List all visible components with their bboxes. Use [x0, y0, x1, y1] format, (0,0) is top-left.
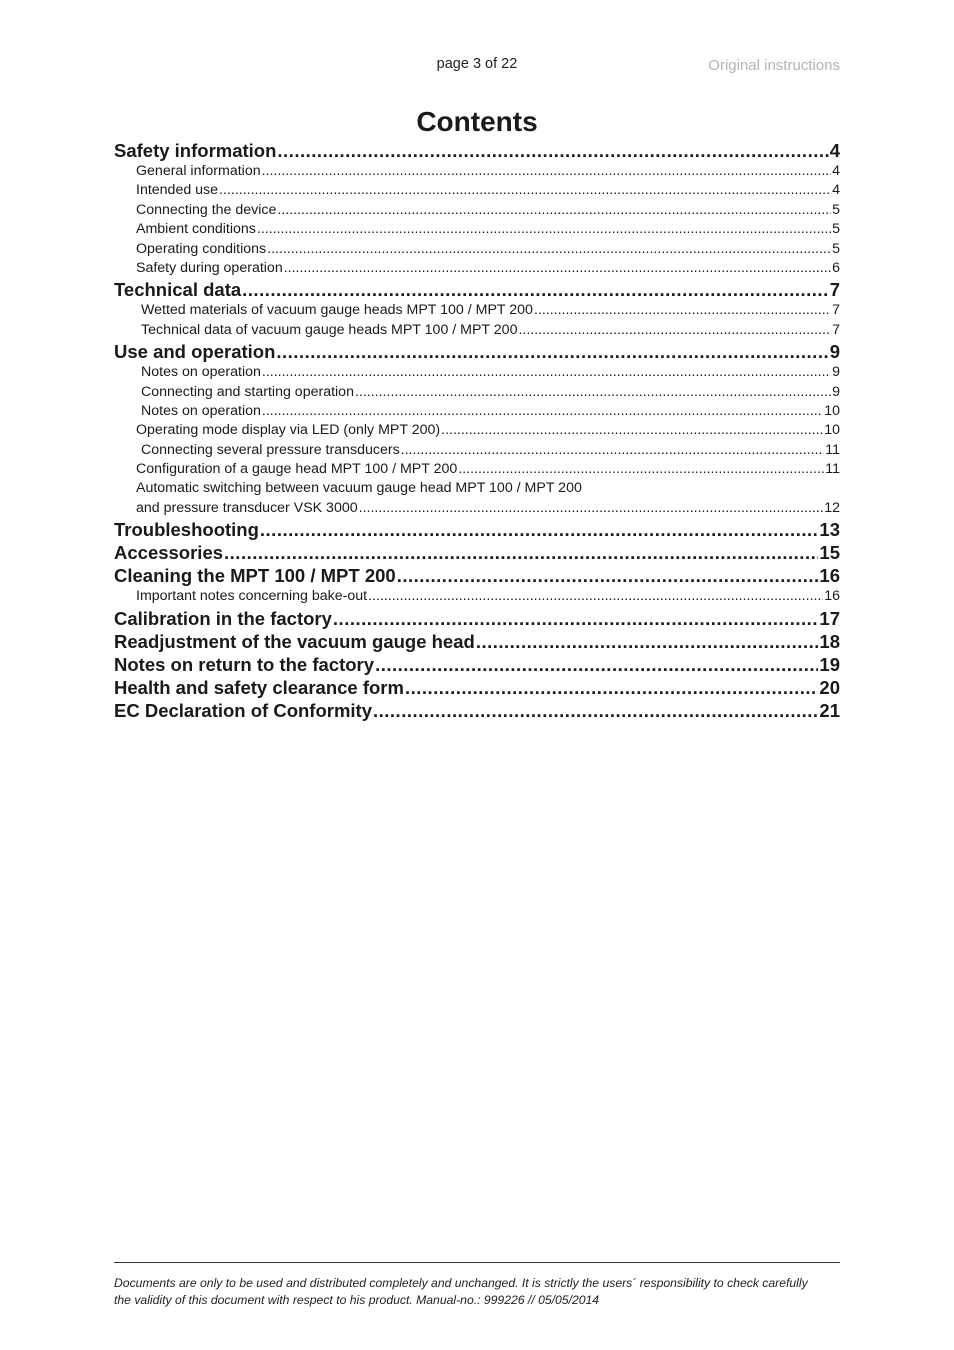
toc-leader-dots: [373, 699, 818, 722]
footer-line-2: the validity of this document with respect to his product. Manual-no.: 999226 // 05/05/2014: [114, 1292, 600, 1307]
toc-leader-dots: [277, 201, 831, 220]
toc-entry-label: Connecting the device: [136, 201, 277, 218]
toc-leader-dots: [397, 564, 819, 587]
toc-entry-label: Connecting and starting operation: [141, 383, 354, 400]
toc-leader-dots: [401, 441, 825, 460]
toc-chapter-entry[interactable]: [114, 518, 840, 541]
toc-section-entry[interactable]: [114, 240, 840, 259]
toc-entry-page: 10: [824, 422, 840, 439]
toc-entry-page: 7: [832, 321, 840, 338]
toc-leader-dots: [405, 676, 818, 699]
toc-entry-page: 7: [829, 279, 840, 301]
original-instructions-label: Original instructions: [708, 57, 840, 74]
toc-entry-page: 9: [829, 341, 840, 363]
toc-entry-label: Notes on operation: [141, 402, 261, 419]
toc-entry-label: Intended use: [136, 182, 219, 199]
toc-section-entry[interactable]: [114, 402, 840, 421]
toc-leader-dots: [260, 518, 819, 541]
toc-entry-page: 9: [832, 383, 840, 400]
toc-section-entry[interactable]: [114, 460, 840, 479]
toc-chapter-entry[interactable]: [114, 630, 840, 653]
toc-chapter-entry[interactable]: [114, 340, 840, 363]
toc-section-entry[interactable]: [114, 499, 840, 518]
toc-chapter-entry[interactable]: [114, 541, 840, 564]
toc-entry-label: Ambient conditions: [136, 221, 256, 238]
toc-entry-label: Readjustment of the vacuum gauge head: [114, 630, 475, 652]
toc-entry-page: 4: [829, 140, 840, 161]
toc-entry-label: and pressure transducer VSK 3000: [136, 499, 358, 516]
toc-entry-label: Operating mode display via LED (only MPT 200): [136, 422, 441, 439]
toc-entry-page: 5: [832, 221, 840, 238]
toc-entry-page: 5: [832, 240, 840, 257]
toc-entry-page: 5: [832, 201, 840, 218]
toc-entry-label: Notes on operation: [141, 364, 261, 381]
toc-leader-dots: [368, 587, 823, 606]
toc-entry-page: 19: [819, 653, 840, 675]
toc-entry-label: Connecting several pressure transducers: [141, 441, 400, 458]
toc-entry-page: 7: [832, 302, 840, 319]
toc-entry-label: Calibration in the factory: [114, 607, 332, 629]
toc-entry-label: Wetted materials of vacuum gauge heads MPT 100 / MPT 200: [141, 302, 533, 319]
toc-section-entry[interactable]: [114, 301, 840, 320]
toc-entry-page: 13: [819, 519, 840, 541]
toc-section-entry[interactable]: [114, 220, 840, 239]
toc-entry-label: EC Declaration of Conformity: [114, 699, 372, 721]
toc-entry-page: 21: [819, 699, 840, 721]
toc-entry-page: 9: [832, 364, 840, 381]
toc-leader-dots: [355, 383, 831, 402]
toc-section-entry[interactable]: [114, 479, 840, 498]
toc-entry-label: Automatic switching between vacuum gauge head MPT 100 / MPT 200: [136, 480, 582, 497]
toc-leader-dots: [375, 653, 818, 676]
toc-leader-dots: [458, 460, 824, 479]
toc-leader-dots: [242, 278, 829, 301]
toc-chapter-entry[interactable]: [114, 564, 840, 587]
toc-chapter-entry[interactable]: [114, 699, 840, 722]
toc-section-entry[interactable]: [114, 383, 840, 402]
toc-entry-page: 4: [832, 163, 840, 179]
toc-entry-label: Operating conditions: [136, 240, 267, 257]
toc-entry-label: Safety information: [114, 140, 277, 161]
toc-leader-dots: [277, 139, 828, 162]
toc-leader-dots: [219, 181, 831, 200]
table-of-contents: [114, 139, 840, 722]
toc-leader-dots: [333, 607, 819, 630]
toc-section-entry[interactable]: [114, 201, 840, 220]
toc-section-entry[interactable]: [114, 587, 840, 606]
toc-entry-page: 11: [825, 441, 840, 458]
toc-section-entry[interactable]: [114, 181, 840, 200]
toc-entry-page: 17: [819, 607, 840, 629]
toc-entry-label: Troubleshooting: [114, 519, 259, 541]
toc-entry-page: 20: [819, 676, 840, 698]
toc-entry-page: 15: [819, 542, 840, 564]
toc-leader-dots: [224, 541, 818, 564]
toc-leader-dots: [284, 259, 831, 278]
page-number: page 3 of 22: [436, 56, 518, 72]
toc-section-entry[interactable]: [114, 363, 840, 382]
toc-leader-dots: [276, 340, 828, 363]
toc-entry-label: Safety during operation: [136, 259, 283, 276]
footer-line-1: Documents are only to be used and distributed completely and unchanged. It is strictly the users´ responsibility to check carefully: [114, 1276, 808, 1290]
page-title: Contents: [416, 106, 538, 137]
toc-entry-label: Notes on return to the factory: [114, 653, 375, 675]
toc-chapter-entry[interactable]: [114, 653, 840, 676]
toc-chapter-entry[interactable]: [114, 607, 840, 630]
footer-note: [114, 1275, 844, 1308]
toc-leader-dots: [534, 301, 831, 320]
toc-entry-label: Configuration of a gauge head MPT 100 / MPT 200: [136, 461, 458, 478]
toc-chapter-entry[interactable]: [114, 139, 840, 162]
toc-leader-dots: [262, 162, 832, 181]
toc-entry-page: 11: [825, 461, 840, 478]
toc-entry-label: General information: [136, 163, 261, 179]
toc-section-entry[interactable]: [114, 421, 840, 440]
toc-leader-dots: [441, 421, 823, 440]
footer-divider: [114, 1262, 840, 1263]
toc-leader-dots: [476, 630, 819, 653]
toc-entry-page: 16: [819, 565, 840, 587]
toc-entry-page: 16: [824, 588, 840, 605]
toc-leader-dots: [262, 402, 823, 421]
toc-entry-label: Use and operation: [114, 341, 276, 363]
toc-chapter-entry[interactable]: [114, 676, 840, 699]
toc-section-entry[interactable]: [114, 162, 840, 181]
toc-section-entry[interactable]: [114, 441, 840, 460]
toc-leader-dots: [267, 240, 831, 259]
toc-leader-dots: [262, 363, 831, 382]
toc-chapter-entry[interactable]: [114, 278, 840, 301]
toc-leader-dots: [518, 321, 831, 340]
toc-entry-page: 12: [824, 499, 840, 516]
toc-section-entry[interactable]: [114, 259, 840, 278]
toc-entry-label: Health and safety clearance form: [114, 676, 404, 698]
toc-leader-dots: [359, 499, 824, 518]
toc-entry-label: Important notes concerning bake-out: [136, 588, 368, 605]
toc-entry-label: Cleaning the MPT 100 / MPT 200: [114, 565, 396, 587]
toc-entry-page: 10: [824, 402, 840, 419]
toc-entry-label: Technical data of vacuum gauge heads MPT 100 / MPT 200: [141, 321, 518, 338]
toc-entry-label: Technical data: [114, 279, 242, 301]
toc-entry-page: 6: [832, 259, 840, 276]
toc-leader-dots: [257, 220, 831, 239]
toc-section-entry[interactable]: [114, 321, 840, 340]
toc-entry-page: 18: [819, 630, 840, 652]
toc-entry-page: 4: [832, 182, 840, 199]
toc-entry-label: Accessories: [114, 542, 224, 564]
